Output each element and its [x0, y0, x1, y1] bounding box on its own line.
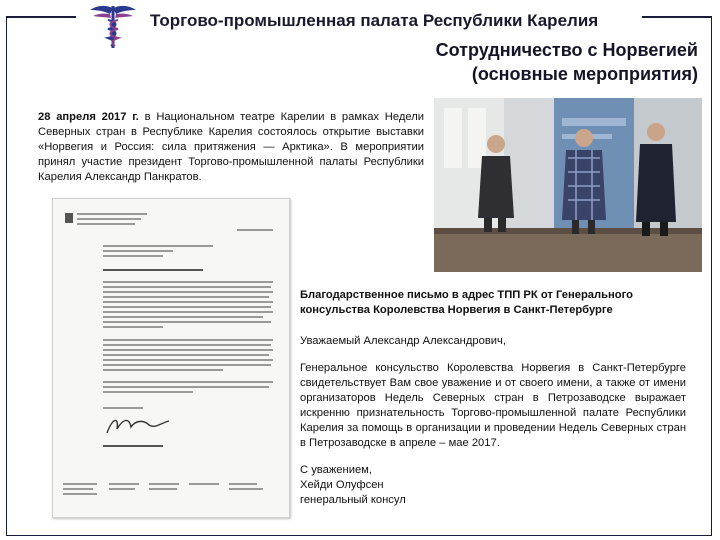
- slide-title: [436, 38, 698, 86]
- letter-heading: Благодарственное письмо в адрес ТПП РК от Генерального консульства Королевства Норвегия в Санкт-Петербурге: [300, 289, 633, 316]
- letter-body: Генеральное консульство Королевства Норвегия в Санкт-Петербурге свидетельствует Вам свое уважение и от своего имени, а также от имени организаторов Недель Северных стран в Петрозаводске выражает искренню признательность Торгово-промышленной палате Республики Карелия за помощь в организации и проведении Недель Северных стран в Петрозаводске в апреле – мае 2017.: [300, 362, 686, 449]
- chamber-logo-icon: [86, 2, 140, 50]
- letter-closing: С уважением,: [300, 464, 372, 476]
- event-text: в Национальном театре Карелии в рамках Недели Северных стран в Республике Карелия состоялось открытие выставки «Норвегия и Россия: сила притяжения — Арктика». В мероприятии принял участие президент Торгово-промышленной палаты Республики Карелия Александр Панкратов.: [38, 111, 424, 183]
- scanned-letter-image: [52, 198, 290, 518]
- letter-signer-title: генеральный консул: [300, 494, 406, 506]
- header-rule-left: [6, 16, 76, 18]
- organization-title: Торгово-промышленная палата Республики Карелия: [150, 11, 599, 30]
- header-rule-right: [642, 16, 712, 18]
- event-description: [38, 110, 424, 185]
- slide-title-line1: Сотрудничество с Норвегией: [435, 40, 698, 60]
- event-date: 28 апреля 2017 г.: [38, 111, 139, 123]
- signature-icon: [103, 413, 173, 439]
- letter-summary: [300, 288, 686, 508]
- event-photo: [434, 98, 702, 272]
- slide-title-line2: (основные мероприятия): [471, 64, 698, 84]
- letter-salutation: Уважаемый Александр Александрович,: [300, 335, 506, 347]
- letter-signer-name: Хейди Олуфсен: [300, 479, 384, 491]
